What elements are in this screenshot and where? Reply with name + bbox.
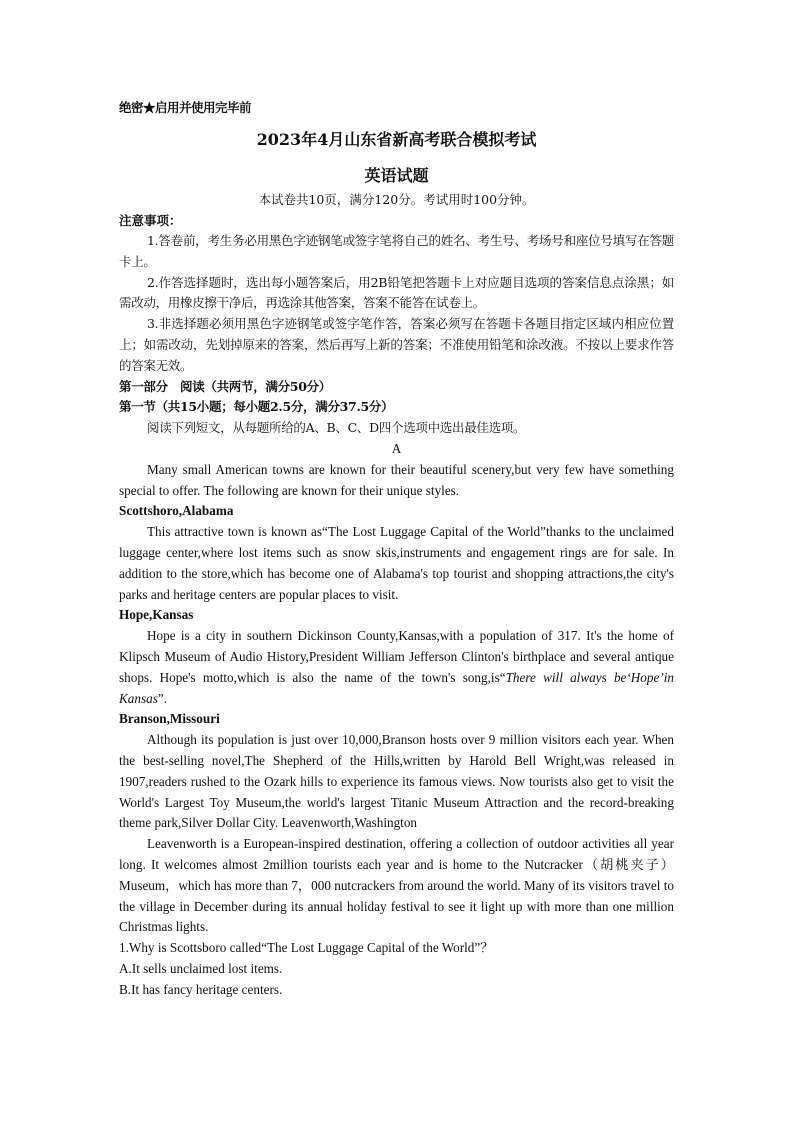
town-heading-scottsboro: Scottshoro,Alabama (119, 503, 234, 519)
town-heading-branson: Branson,Missouri (119, 711, 220, 727)
town-text-hope (119, 626, 674, 709)
section-title: 第一节（共15小题；每小题2.5分，满分37.5分） (119, 399, 394, 415)
instruction: 阅读下列短文，从每题所给的A、B、C、D四个选项中选出最佳选项。 (147, 420, 526, 436)
town-heading-hope: Hope,Kansas (119, 607, 194, 623)
hope-text-end: ”. (157, 690, 167, 706)
question-option-b: B.It has fancy heritage centers. (119, 981, 283, 997)
subject-title: 英语试题 (364, 166, 429, 185)
hope-song-title: There will always be‘Hope’in Kansas (119, 669, 675, 706)
question-option-a: A.It sells unclaimed lost items. (119, 960, 283, 976)
exam-title: 2023年4月山东省新高考联合模拟考试 (256, 130, 537, 149)
town-text-scottsboro: This attractive town is known as“The Lost Luggage Capital of the World”thanks to the unclaimed luggage center,where lost items such as snow skis,instruments and engagement rings are for sale. In addition to the store,which has become one of Alabama's top tourist and shopping attractions,the city's parks and heritage centers are popular places to visit. (119, 524, 674, 602)
page-content (119, 97, 674, 1000)
exam-info: 本试卷共10页，满分120分。考试用时100分钟。 (258, 192, 535, 207)
town-text-branson: Although its population is just over 10,000,Branson hosts over 9 million visitors each year. When the best-selling novel,The Shepherd of the Hills,written by Harold Bell Wright,was released in 1907,readers rushed to the Ozark hills to experience its famous views. Now tourists also get to visit the World's Largest Toy Museum,the world's largest Titanic Museum Attraction and the record-breaking theme park,Silver Dollar City. Leavenworth,Washington (119, 732, 674, 831)
town-text-leavenworth: Leavenworth is a European-inspired destination, offering a collection of outdoor activities all year long. It welcomes almost 2million tourists each year and is home to the Nutcracker（胡桃夹子）Museum，which has more than 7，000 nutcrackers from around the world. Many of its visitors travel to the village in December during its annual holiday festival to see it light up with more than one million Christmas lights. (119, 836, 674, 935)
part-title: 第一部分 阅读（共两节，满分50分） (119, 378, 331, 394)
passage-intro: Many small American towns are known for their beautiful scenery,but very few have something special to offer. The following are known for their unique styles. (119, 461, 674, 498)
passage-label: A (391, 440, 402, 456)
notice-item-2: 2.作答选择题时，选出每小题答案后，用2B铅笔把答题卡上对应题目选项的答案信息点涂黑；如需改动，用橡皮擦干净后，再选涂其他答案，答案不能答在试卷上。 (119, 274, 674, 311)
question-stem: 1.Why is Scottsboro called“The Lost Luggage Capital of the World”？ (119, 940, 494, 956)
notice-item-1: 1.答卷前，考生务必用黑色字迹钢笔或签字笔将自己的姓名、考生号、考场号和座位号填写在答题卡上。 (119, 233, 674, 269)
notice-heading: 注意事项： (119, 213, 182, 228)
hope-text: Hope is a city in southern Dickinson County,Kansas,with a population of 317. It's the home of Klipsch Museum of Audio History,President William Jefferson Clinton's birthplace and several antique shops. Hope's motto,which is also the name of the town's song,is“ (119, 628, 674, 685)
confidential-label: 绝密★启用并使用完毕前 (119, 100, 252, 115)
notice-item-3: 3.非选择题必须用黑色字迹钢笔或签字笔作答，答案必须写在答题卡各题目指定区域内相应位置上；如需改动，先划掉原来的答案，然后再写上新的答案；不准使用铅笔和涂改液。不按以上要求作答的答案无效。 (119, 316, 674, 373)
